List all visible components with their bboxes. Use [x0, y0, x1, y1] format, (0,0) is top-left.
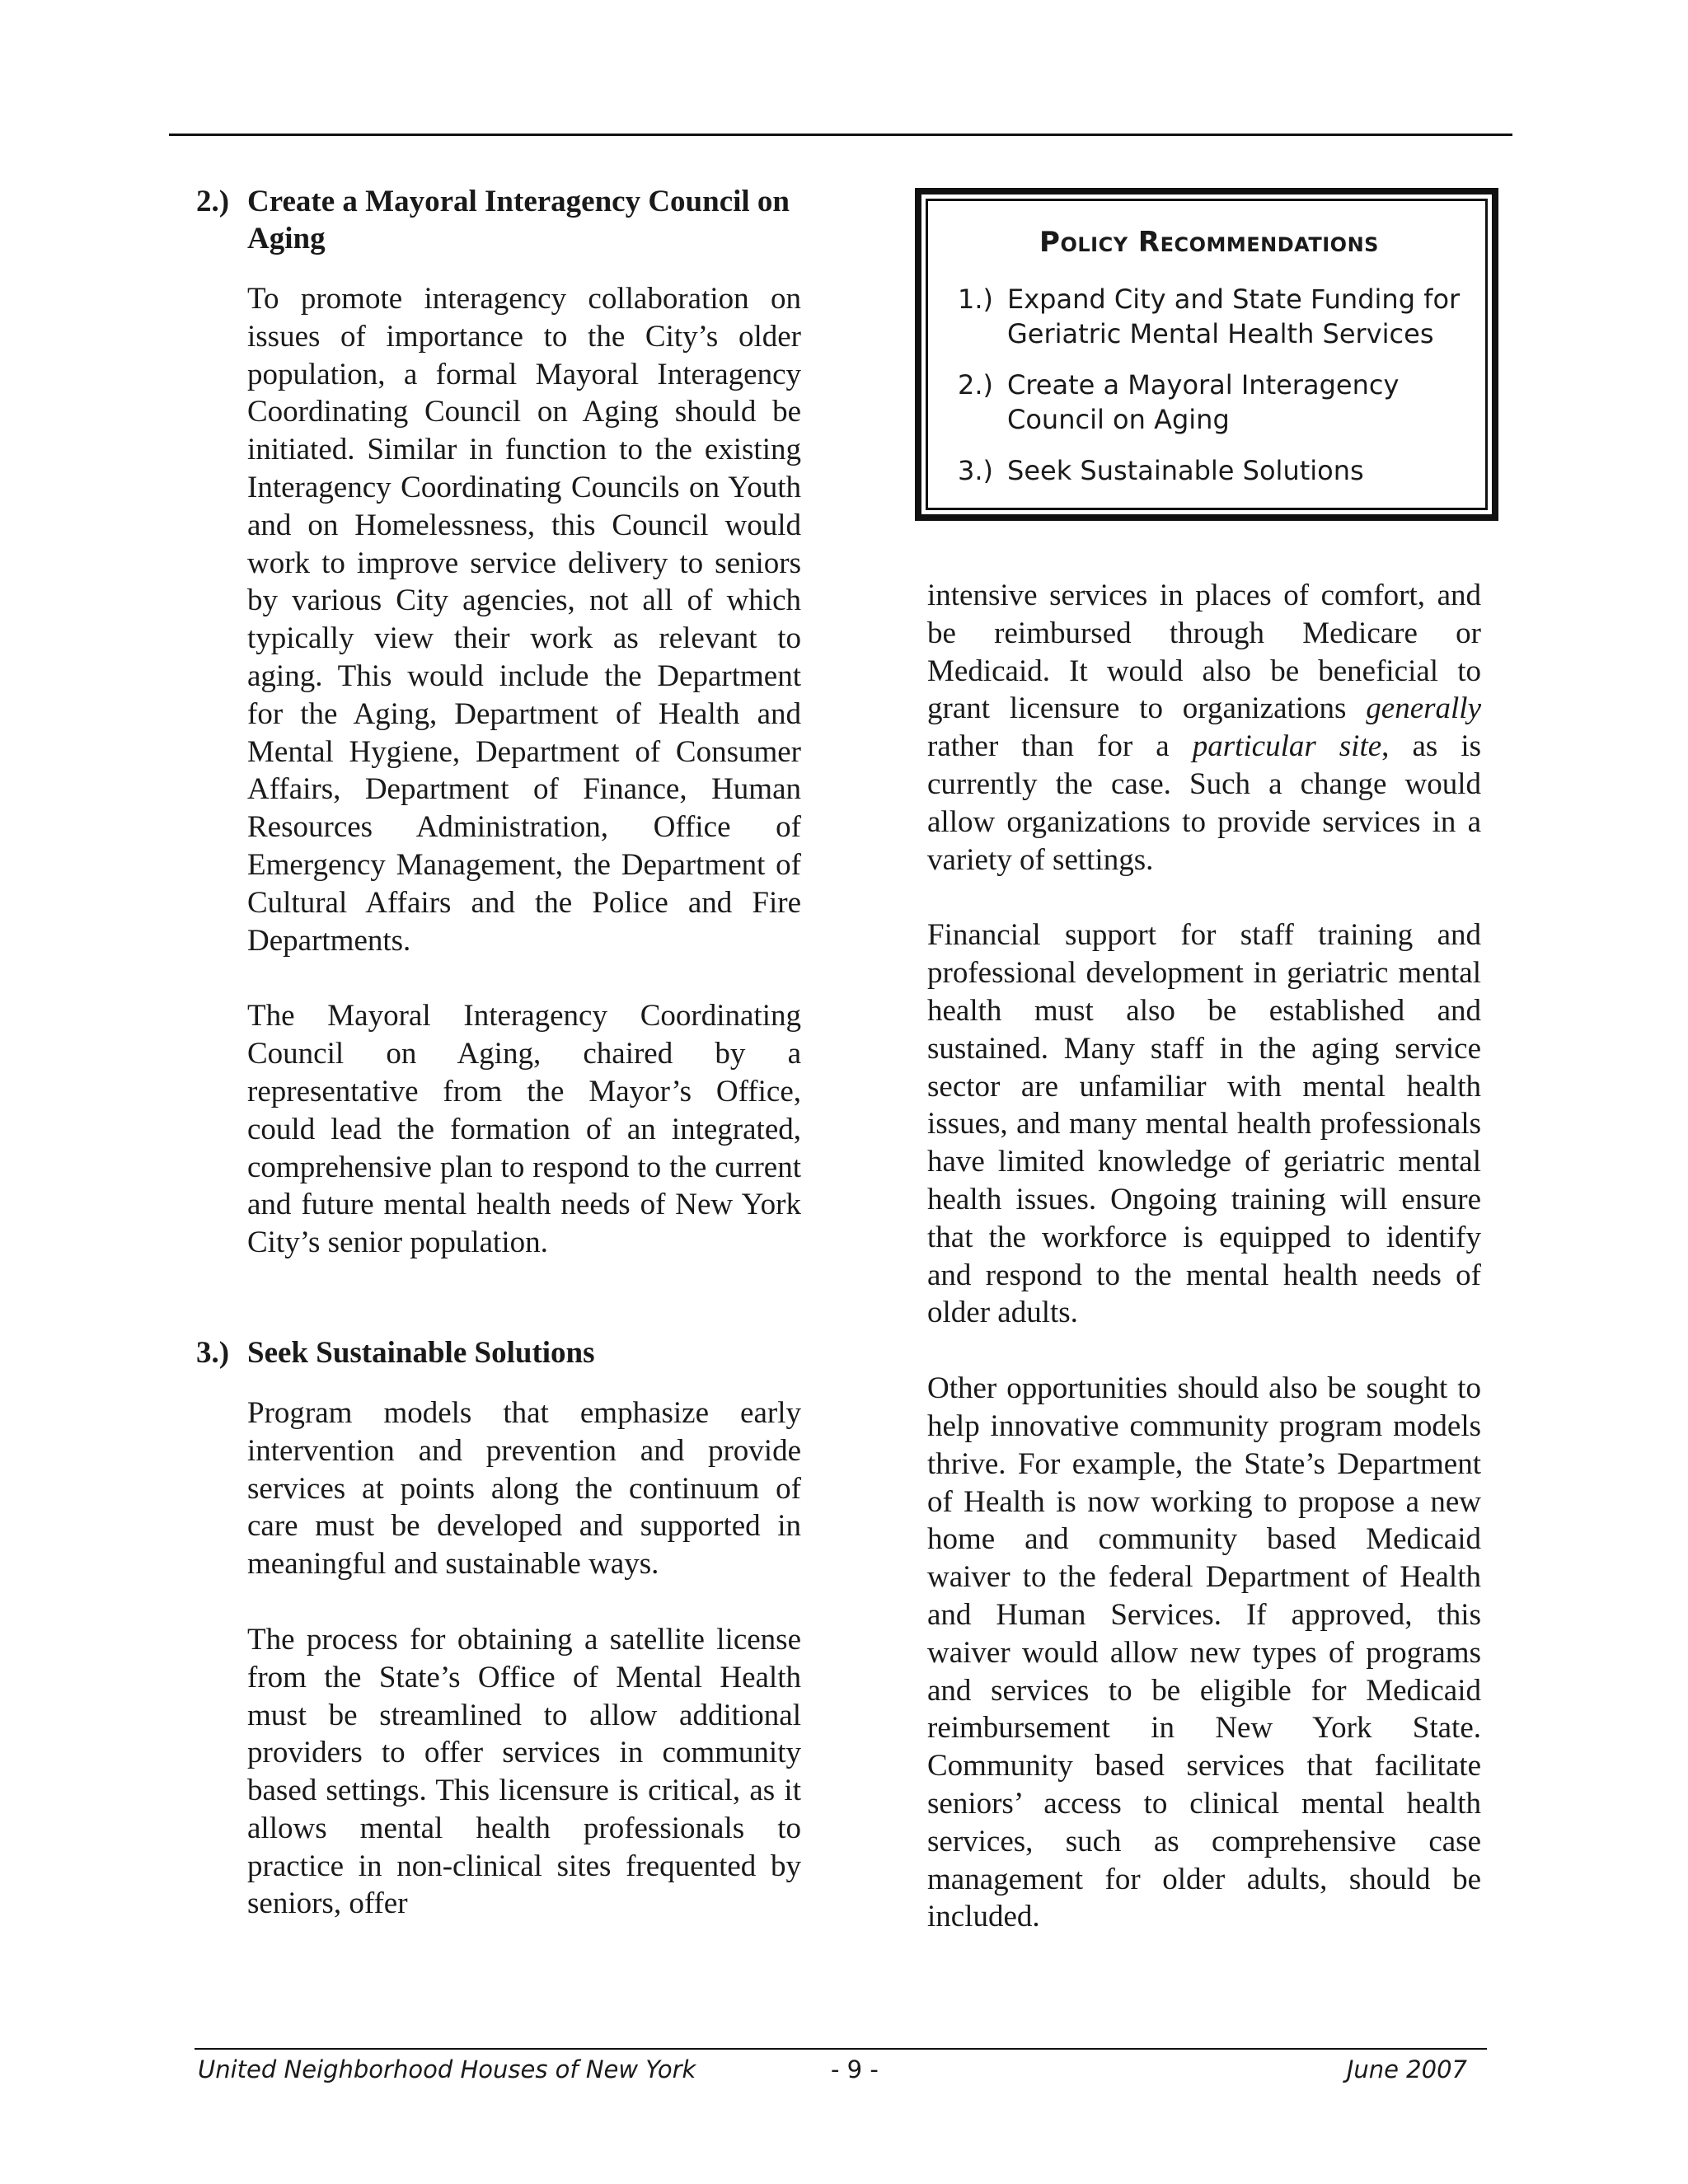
section-3-heading	[196, 1334, 801, 1371]
policy-item-number: 2.)	[958, 369, 994, 401]
right-paragraph-3: Other opportunities should also be sought to help innovative community program models thrive. For example, the State’s Department of Health is now working to propose a new home and community based Medicaid waiver to the federal Department of Health and Human Services. If approved, this waiver would allow new types of programs and services to be eligible for Medicaid reimbursement in New York State. Community based services that facilitate seniors’ access to clinical mental health services, such as comprehensive case management for older adults, should be included.	[927, 1371, 1481, 1934]
right-paragraph-1-part-1: intensive services in places of comfort, and be reimbursed through Medicare or Medicaid. It would also be beneficial to grant licensure to organizations	[927, 579, 1481, 726]
footer-date: June 2007	[1346, 2055, 1467, 2083]
page-footer	[198, 2055, 1467, 2088]
footer-organization: United Neighborhood Houses of New York	[198, 2055, 696, 2083]
right-column	[927, 577, 1481, 1936]
section-2-paragraph-1: To promote interagency collaboration on issues of importance to the City’s older population, a formal Mayoral Interagency Coordinating Council on Aging should be initiated. Similar in function to the existing Interagency Coordinating Councils on Youth and on Homelessness, this Council would work to improve service delivery to seniors by various City agencies, not all of which typically view their work as relevant to aging. This would include the Department for the Aging, Department of Health and Mental Hygiene, Department of Consumer Affairs, Department of Finance, Human Resources Administration, Office of Emergency Management, the Department of Cultural Affairs and the Police and Fire Departments.	[247, 282, 801, 958]
policy-item	[958, 368, 1461, 437]
policy-box-title: Policy Recommendations	[1039, 226, 1379, 259]
policy-item-text: Create a Mayoral Interagency Council on Aging	[1007, 369, 1400, 435]
right-paragraph-1-part-3: , as is currently the case. Such a change would allow organizations to provide services in a variety of settings.	[927, 729, 1481, 877]
right-paragraph-1	[927, 577, 1481, 879]
section-3-paragraph-1: Program models that emphasize early intervention and prevention and provide services at points along the continuum of care must be developed and supported in meaningful and sustainable ways.	[247, 1395, 801, 1582]
section-2-title: Create a Mayoral Interagency Council on Aging	[247, 185, 790, 255]
footer-rule	[195, 2048, 1487, 2050]
section-3-title: Seek Sustainable Solutions	[247, 1335, 595, 1370]
policy-item-number: 1.)	[958, 284, 994, 315]
policy-recommendations-box	[915, 188, 1498, 521]
emphasis-generally: generally	[1366, 691, 1481, 726]
policy-item-text: Expand City and State Funding for Geriatric Mental Health Services	[1007, 284, 1461, 349]
section-2-paragraph-2: The Mayoral Interagency Coordinating Council on Aging, chaired by a representative from the Mayor’s Office, could lead the formation of an integrated, comprehensive plan to respond to the current and future mental health needs of New York City’s senior population.	[247, 999, 801, 1260]
policy-item	[958, 282, 1461, 351]
header-rule	[169, 134, 1512, 136]
policy-item-number: 3.)	[958, 455, 994, 486]
section-3-paragraph-2: The process for obtaining a satellite license from the State’s Office of Mental Health must be streamlined to allow additional providers to offer services in community based settings. This licensure is critical, as it allows mental health professionals to practice in non-clinical sites frequented by seniors, offer	[247, 1622, 801, 1921]
policy-item	[958, 453, 1461, 488]
policy-item-text: Seek Sustainable Solutions	[1007, 455, 1364, 486]
emphasis-particular-site: particular site	[1192, 729, 1382, 764]
right-paragraph-1-part-2: rather than for a	[927, 729, 1193, 764]
right-paragraph-2: Financial support for staff training and professional development in geriatric mental health must also be established and sustained. Many staff in the aging service sector are unfamiliar with mental health issues, and many mental health professionals have limited knowledge of geriatric mental health issues. Ongoing training will ensure that the workforce is equipped to identify and respond to the mental health needs of older adults.	[927, 918, 1481, 1330]
section-2-number: 2.)	[196, 185, 230, 218]
page-number: - 9 -	[831, 2055, 879, 2083]
section-3-number: 3.)	[196, 1335, 230, 1370]
policy-box-inner-frame	[926, 199, 1488, 510]
left-column	[196, 183, 801, 1923]
section-2-heading	[196, 183, 801, 257]
